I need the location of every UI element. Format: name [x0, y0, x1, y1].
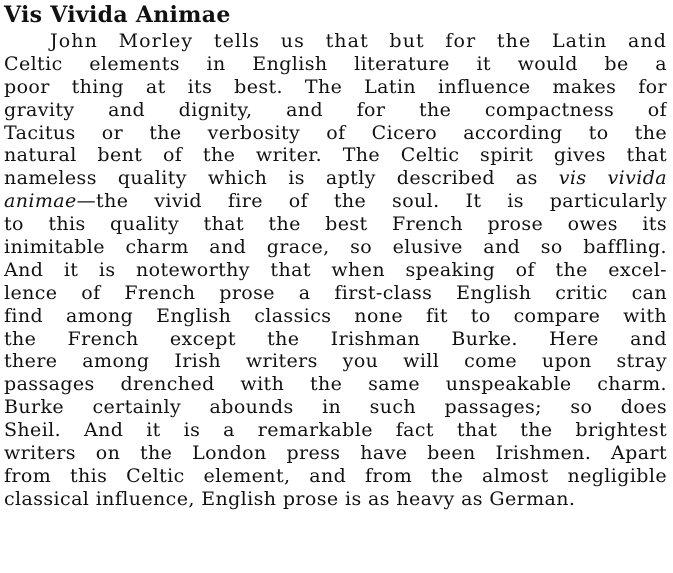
text-line: the French except the Irishman Burke. Here and [4, 327, 667, 350]
text-line: passages drenched with the same unspeakable charm. [4, 373, 667, 396]
italic-phrase: animae [4, 190, 77, 213]
text-line [4, 167, 667, 190]
text-line: to this quality that the best French prose owes its [4, 213, 667, 236]
text-line: classical influence, English prose is as heavy as German. [4, 487, 576, 510]
text-line: writers on the London press have been Irishmen. Apart [4, 442, 667, 465]
text-line: natural bent of the writer. The Celtic spirit gives that [4, 144, 667, 167]
text-line: from this Celtic element, and from the almost negligible [4, 464, 667, 487]
text-line: lence of French prose a first-class English critic can [4, 281, 667, 304]
text-line: Sheil. And it is a remarkable fact that the brightest [4, 419, 667, 442]
text-line: there among Irish writers you will come upon stray [4, 350, 667, 373]
text-line: poor thing at its best. The Latin influence makes for [4, 75, 667, 98]
text-line [4, 190, 667, 213]
text-run: nameless quality which is aptly described as [4, 167, 559, 190]
text-line: Celtic elements in English literature it would be a [4, 52, 667, 75]
text-line: And it is noteworthy that when speaking of the excel- [4, 258, 667, 281]
italic-phrase: vis vivida [558, 167, 667, 190]
article-title: Vis Vivida Animae [4, 2, 231, 28]
article-body [4, 30, 667, 511]
text-line: find among English classics none fit to compare with [4, 304, 667, 327]
text-line: Burke certainly abounds in such passages; so does [4, 396, 667, 419]
text-line: inimitable charm and grace, so elusive and so baffling. [4, 236, 667, 259]
text-run: —the vivid fire of the soul. It is particularly [76, 190, 667, 213]
text-line: gravity and dignity, and for the compactness of [4, 98, 667, 121]
text-line: John Morley tells us that but for the Latin and [50, 30, 667, 52]
text-line: Tacitus or the verbosity of Cicero according to the [4, 121, 667, 144]
